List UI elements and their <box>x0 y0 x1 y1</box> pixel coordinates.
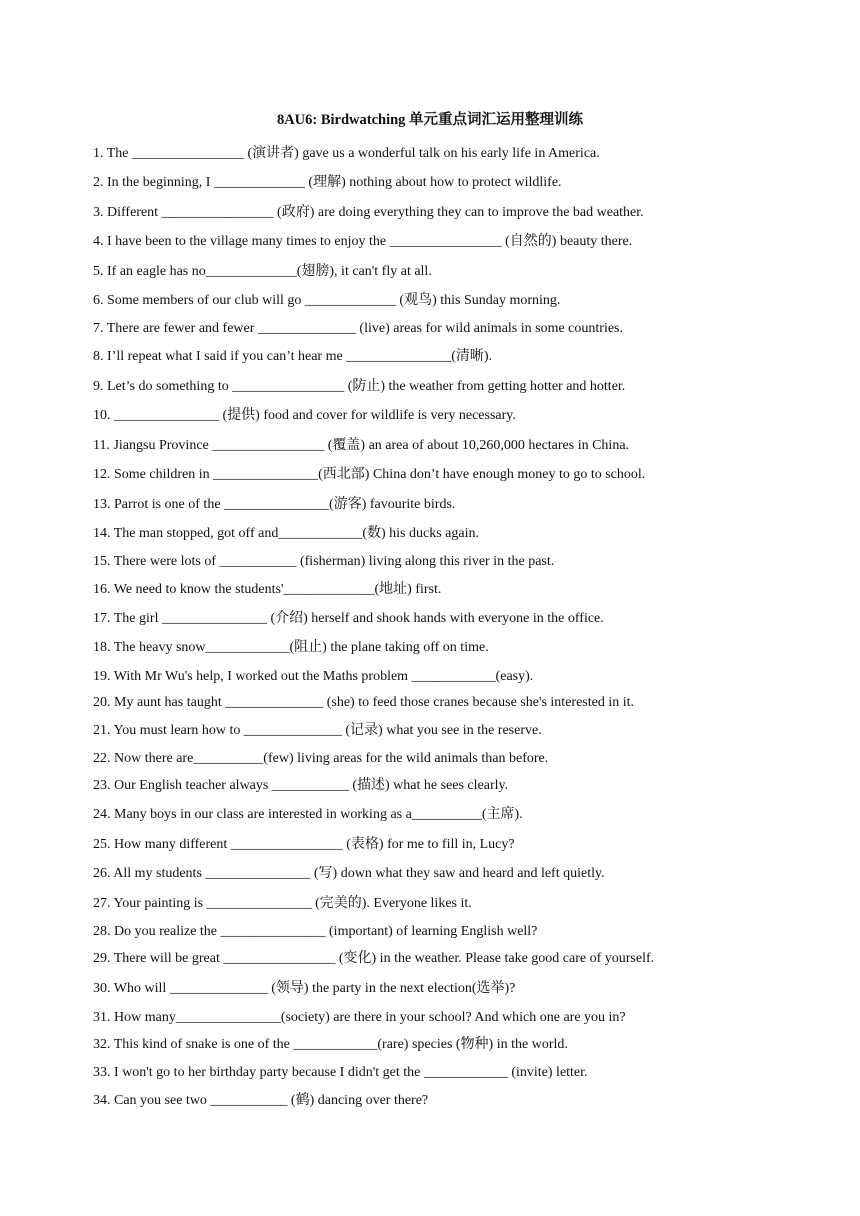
question-1: 1. The ________________ (演讲者) gave us a wonderful talk on his early life in America. <box>93 146 600 161</box>
question-34: 34. Can you see two ___________ (鹤) dancing over there? <box>93 1093 429 1108</box>
question-25: 25. How many different ________________ (表格) for me to fill in, Lucy? <box>93 837 515 852</box>
question-6: 6. Some members of our club will go _____________ (观鸟) this Sunday morning. <box>93 293 561 308</box>
question-20: 20. My aunt has taught ______________ (she) to feed those cranes because she's interested in it. <box>93 695 635 710</box>
question-16: 16. We need to know the students'_____________(地址) first. <box>93 582 442 597</box>
question-3: 3. Different ________________ (政府) are doing everything they can to improve the bad weather. <box>93 205 644 220</box>
question-27: 27. Your painting is _______________ (完美的). Everyone likes it. <box>93 896 472 911</box>
question-33: 33. I won't go to her birthday party because I didn't get the ____________ (invite) letter. <box>93 1065 588 1080</box>
question-22: 22. Now there are__________(few) living areas for the wild animals than before. <box>93 751 549 766</box>
question-19: 19. With Mr Wu's help, I worked out the Maths problem ____________(easy). <box>93 669 534 684</box>
question-30: 30. Who will ______________ (领导) the party in the next election(选举)? <box>93 981 516 996</box>
question-11: 11. Jiangsu Province ________________ (覆盖) an area of about 10,260,000 hectares in China. <box>93 438 630 453</box>
question-29: 29. There will be great ________________ (变化) in the weather. Please take good care of yourself. <box>93 951 655 966</box>
question-23: 23. Our English teacher always ___________ (描述) what he sees clearly. <box>93 778 509 793</box>
question-32: 32. This kind of snake is one of the ____________(rare) species (物种) in the world. <box>93 1037 568 1052</box>
question-8: 8. I’ll repeat what I said if you can’t hear me _______________(清晰). <box>93 349 493 364</box>
question-7: 7. There are fewer and fewer ______________ (live) areas for wild animals in some countries. <box>93 321 624 336</box>
worksheet-title: 8AU6: Birdwatching 单元重点词汇运用整理训练 <box>276 112 584 128</box>
question-14: 14. The man stopped, got off and____________(数) his ducks again. <box>93 526 479 541</box>
question-24: 24. Many boys in our class are interested in working as a__________(主席). <box>93 807 523 822</box>
question-9: 9. Let’s do something to ________________ (防止) the weather from getting hotter and hotter. <box>93 379 626 394</box>
question-4: 4. I have been to the village many times to enjoy the ________________ (自然的) beauty there. <box>93 234 633 249</box>
question-2: 2. In the beginning, I _____________ (理解) nothing about how to protect wildlife. <box>93 175 562 190</box>
question-13: 13. Parrot is one of the _______________(游客) favourite birds. <box>93 497 456 512</box>
question-28: 28. Do you realize the _______________ (important) of learning English well? <box>93 924 538 939</box>
question-26: 26. All my students _______________ (写) down what they saw and heard and left quietly. <box>93 866 605 881</box>
question-18: 18. The heavy snow____________(阻止) the plane taking off on time. <box>93 640 489 655</box>
question-15: 15. There were lots of ___________ (fisherman) living along this river in the past. <box>93 554 555 569</box>
question-5: 5. If an eagle has no_____________(翅膀), it can't fly at all. <box>93 264 432 279</box>
question-21: 21. You must learn how to ______________ (记录) what you see in the reserve. <box>93 723 542 738</box>
question-12: 12. Some children in _______________(西北部) China don’t have enough money to go to school. <box>93 467 646 482</box>
question-17: 17. The girl _______________ (介绍) herself and shook hands with everyone in the office. <box>93 611 604 626</box>
question-10: 10. _______________ (提供) food and cover for wildlife is very necessary. <box>93 408 516 423</box>
question-31: 31. How many_______________(society) are there in your school? And which one are you in? <box>93 1010 626 1025</box>
